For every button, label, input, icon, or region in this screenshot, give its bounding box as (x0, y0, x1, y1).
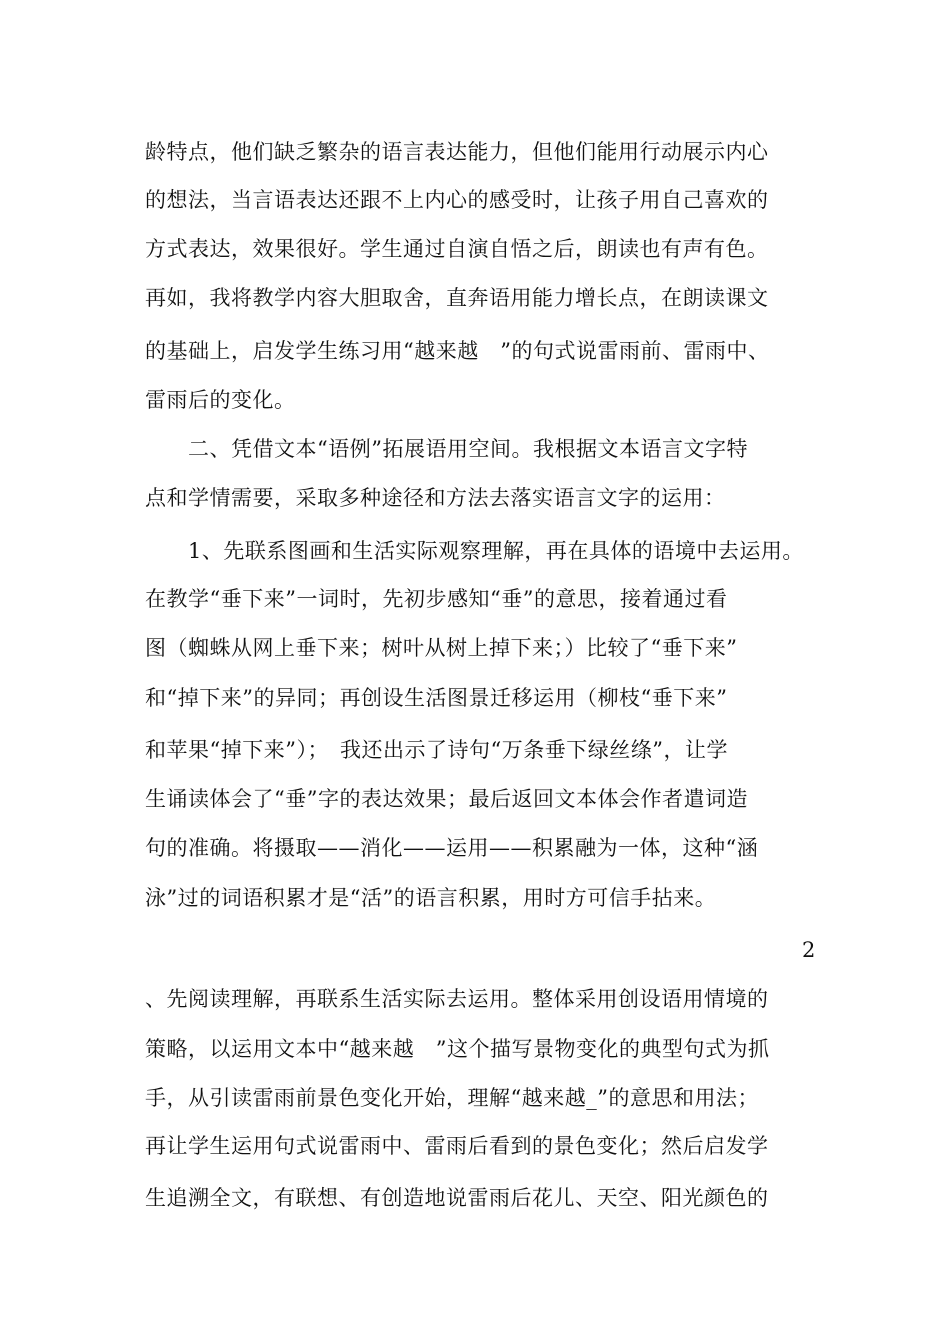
text-line: 句的准确。将摄取——消化——运用——积累融为一体，这种“涵 (145, 836, 759, 860)
text-line: 在教学“垂下来”一词时，先初步感知“垂”的意思，接着通过看 (145, 587, 728, 611)
text-line: 和“掉下来”的异同；再创设生活图景迁移运用（柳枝“垂下来” (145, 686, 728, 710)
text-line: 生追溯全文，有联想、有创造地说雷雨后花儿、天空、阳光颜色的 (145, 1186, 769, 1210)
text-line: 的基础上，启发学生练习用“越来越 ”的句式说雷雨前、雷雨中、 (145, 339, 770, 363)
text-line: 生诵读体会了“垂”字的表达效果；最后返回文本体会作者遣词造 (145, 787, 748, 811)
text-line: 、先阅读理解，再联系生活实际去运用。整体采用创设语用情境的 (145, 987, 769, 1011)
text-line: 再如，我将教学内容大胆取舍，直奔语用能力增长点，在朗读课文 (145, 286, 769, 310)
text-line: 二、凭借文本“语例”拓展语用空间。我根据文本语言文字特 (145, 437, 748, 461)
text-line: 图（蜘蛛从网上垂下来；树叶从树上掉下来；）比较了“垂下来” (145, 636, 738, 660)
text-line: 的想法，当言语表达还跟不上内心的感受时，让孩子用自己喜欢的 (145, 188, 769, 212)
text-line: 和苹果“掉下来”）； 我还出示了诗句“万条垂下绿丝绦”，让学 (145, 738, 728, 762)
text-line: 1、先联系图画和生活实际观察理解，再在具体的语境中去运用。 (145, 539, 804, 563)
text-line: 龄特点，他们缺乏繁杂的语言表达能力，但他们能用行动展示内心 (145, 140, 769, 164)
page-number: 2 (802, 938, 816, 962)
text-line: 方式表达，效果很好。学生通过自演自悟之后，朗读也有声有色。 (145, 237, 769, 261)
text-line: 再让学生运用句式说雷雨中、雷雨后看到的景色变化；然后启发学 (145, 1134, 769, 1158)
text-line: 策略，以运用文本中“越来越 ”这个描写景物变化的典型句式为抓 (145, 1037, 770, 1061)
text-line: 手，从引读雷雨前景色变化开始，理解“越来越_”的意思和用法； (145, 1086, 759, 1110)
text-line: 雷雨后的变化。 (145, 388, 296, 412)
text-line: 泳”过的词语积累才是“活”的语言积累，用时方可信手拈来。 (145, 886, 717, 910)
text-line: 点和学情需要，采取多种途径和方法去落实语言文字的运用： (145, 486, 726, 510)
